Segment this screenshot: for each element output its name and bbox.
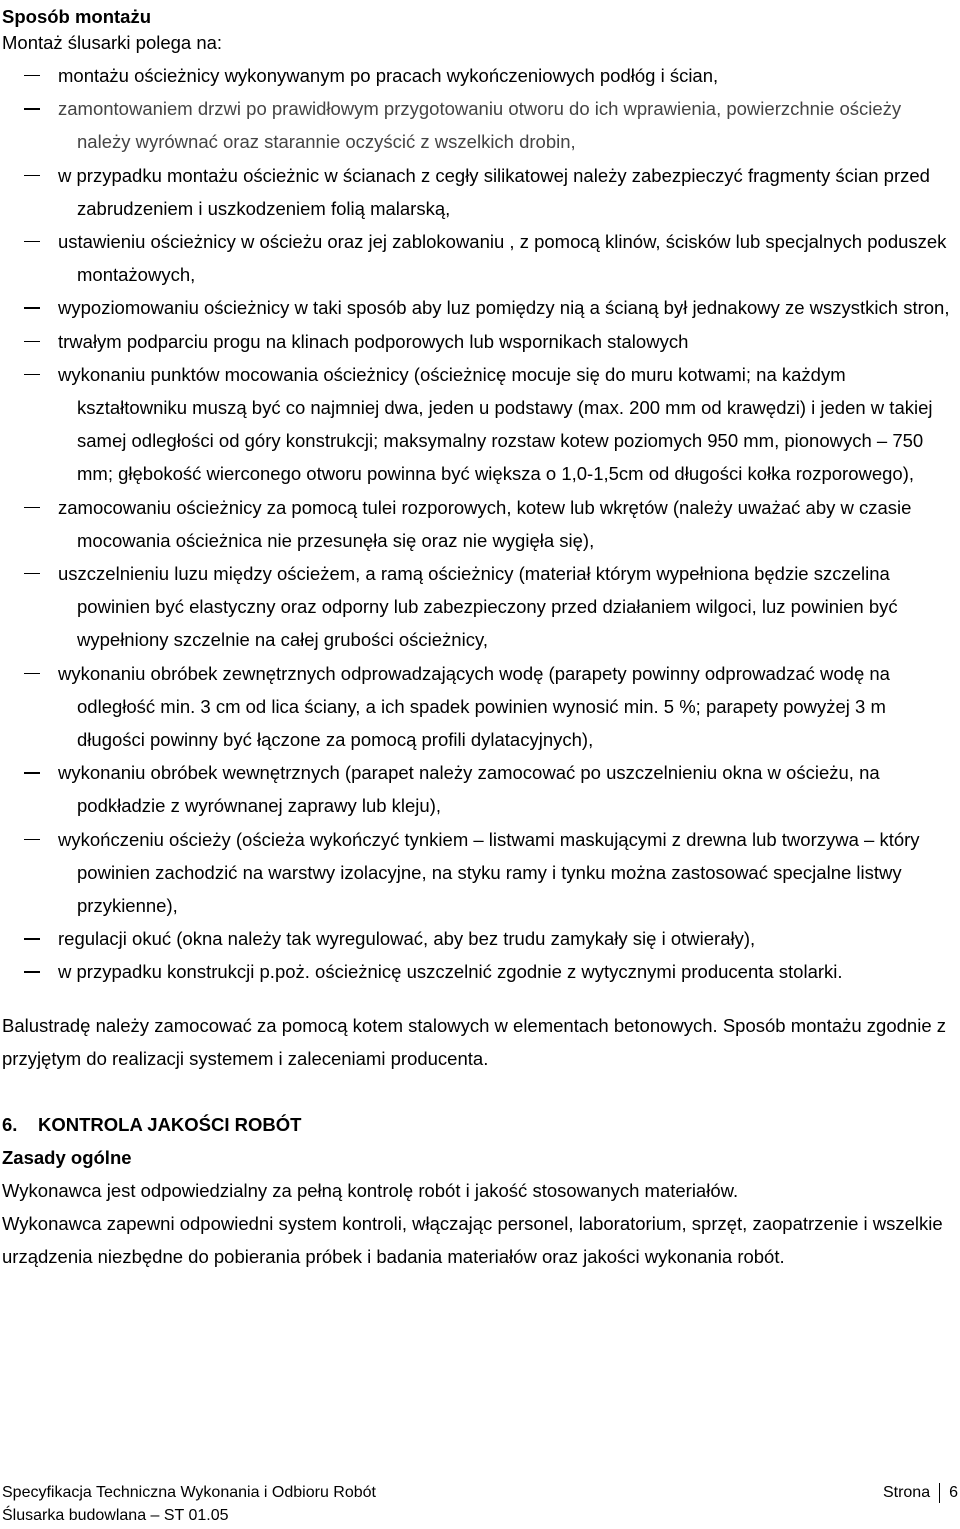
footer-page-number: 6 bbox=[949, 1484, 958, 1501]
list-item: w przypadku montażu ościeżnic w ścianach z cegły silikatowej należy zabezpieczyć fragmenty ścian przed zabrudzeniem i uszkodzeniem folią malarską, bbox=[58, 164, 930, 219]
section-number: 6. bbox=[2, 1113, 18, 1135]
footer-page-info bbox=[883, 1481, 958, 1504]
footer-page-label: Strona bbox=[882, 1484, 931, 1501]
list-item: wykonaniu obróbek zewnętrznych odprowadzających wodę (parapety powinny odprowadzać wodę na odległość min. 3 cm od lica ściany, a ich spadek powinien wynosić min. 5 %; parapety powyżej 3 m długości powinny być łączone za pomocą profili dylatacyjnych), bbox=[58, 662, 890, 751]
list-item: ustawieniu ościeżnicy w ościeżu oraz jej zablokowaniu , z pomocą klinów, ścisków lub specjalnych poduszek montażowych, bbox=[58, 231, 947, 286]
heading-mounting-method: Sposób montażu bbox=[2, 6, 152, 27]
list-item: trwałym podparciu progu na klinach podporowych lub wspornikach stalowych bbox=[58, 330, 689, 352]
paragraph-contractor-responsibility: Wykonawca jest odpowiedzialny za pełną kontrolę robót i jakość stosowanych materiałów. bbox=[2, 1179, 739, 1201]
paragraph-control-system: Wykonawca zapewni odpowiedni system kontroli, włączając personel, laboratorium, sprzęt, zaopatrzenie i wszelkie urządzenia niezbędne do pobierania próbek i badania materiałów oraz jakości wykonania robót. bbox=[2, 1212, 943, 1267]
list-item: wypoziomowaniu ościeżnicy w taki sposób aby luz pomiędzy nią a ścianą był jednakowy ze wszystkich stron, bbox=[58, 297, 950, 319]
footer-doc-title: Specyfikacja Techniczna Wykonania i Odbioru Robót bbox=[2, 1484, 376, 1501]
list-item: montażu ościeżnicy wykonywanym po pracach wykończeniowych podłóg i ścian, bbox=[58, 65, 719, 86]
spacer bbox=[0, 989, 960, 1009]
footer-document-info bbox=[2, 1481, 376, 1527]
intro-text: Montaż ślusarki polega na: bbox=[2, 32, 223, 53]
list-item: w przypadku konstrukcji p.poż. ościeżnicę uszczelnić zgodnie z wytycznymi producenta stolarki. bbox=[58, 961, 843, 983]
spacer bbox=[0, 1075, 960, 1108]
list-item: uszczelnieniu luzu między ościeżem, a ramą ościeżnicy (materiał którym wypełniona będzie szczelina powinien być elastyczny oraz odporny lub zabezpieczony przed działaniem wilgoci, luz powinien być wypełniony szczelnie na całej grubości ościeżnicy, bbox=[58, 563, 898, 651]
footer-doc-subtitle: Ślusarka budowlana – ST 01.05 bbox=[2, 1507, 229, 1524]
list-item: regulacji okuć (okna należy tak wyregulować, aby bez trudu zamykały się i otwierały), bbox=[58, 928, 756, 950]
section-heading bbox=[0, 1108, 960, 1141]
list-item: wykonaniu obróbek wewnętrznych (parapet należy zamocować po uszczelnieniu okna w ościeżu, na podkładzie z wyrównanej zaprawy lub kleju), bbox=[58, 762, 880, 817]
footer-divider bbox=[939, 1483, 940, 1503]
list-item: zamontowaniem drzwi po prawidłowym przygotowaniu otworu do ich wprawienia, powierzchnie ościeży należy wyrównać oraz starannie oczyścić z wszelkich drobin, bbox=[58, 98, 902, 153]
list-item: zamocowaniu ościeżnicy za pomocą tulei rozporowych, kotew lub wkrętów (należy uważać aby w czasie mocowania ościeżnica nie przesunęła się oraz nie wygięła się), bbox=[58, 496, 912, 551]
section-title: KONTROLA JAKOŚCI ROBÓT bbox=[38, 1113, 302, 1135]
subheading-general-rules: Zasady ogólne bbox=[2, 1146, 132, 1168]
mounting-steps-list bbox=[0, 59, 960, 989]
balustrade-paragraph: Balustradę należy zamocować za pomocą kotem stalowych w elementach betonowych. Sposób montażu zgodnie z przyjętym do realizacji systemem i zaleceniami producenta. bbox=[2, 1014, 947, 1069]
list-item: wykończeniu ościeży (ościeża wykończyć tynkiem – listwami maskującymi z drewna lub tworzywa – który powinien zachodzić na warstwy izolacyjne, na styku ramy i tynku można zastosować specjalne listwy przykienne), bbox=[58, 828, 920, 917]
list-item: wykonaniu punktów mocowania ościeżnicy (ościeżnicę mocuje się do muru kotwami; na każdym kształtowniku muszą być co najmniej dwa, jeden u podstawy (max. 200 mm od krawędzi) i jeden w takiej samej odległości od góry konstrukcji; maksymalny rozstaw kotew poziomych 950 mm, pionowych – 750 mm; głębokość wierconego otworu powinna być większa o 1,0-1,5cm od długości kołka rozporowego), bbox=[58, 363, 933, 485]
